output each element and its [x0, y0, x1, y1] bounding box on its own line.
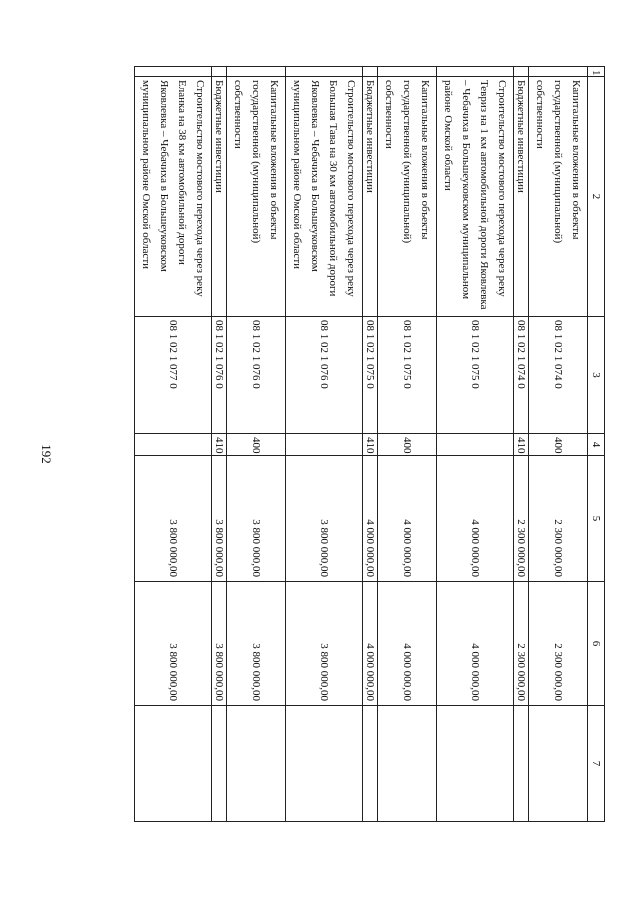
cell-amount-6: 4 000 000,00 — [363, 582, 378, 706]
cell-amount-5: 3 800 000,00 — [227, 456, 286, 582]
cell-description: Строительство мостового перехода через реку Еланка на 38 км автомобильной дороги Яковлевка – Чебачиха в Большеуковском муниципальном районе Омской области — [135, 77, 212, 317]
cell-amount-5: 3 800 000,00 — [286, 456, 363, 582]
cell-col-7 — [227, 706, 286, 822]
cell-amount-5: 4 000 000,00 — [437, 456, 514, 582]
cell-amount-6: 3 800 000,00 — [212, 582, 227, 706]
cell-amount-6: 3 800 000,00 — [286, 582, 363, 706]
cell-col-1 — [363, 67, 378, 77]
cell-description: Строительство мостового перехода через реку Тевриз на 1 км автомобильной дороги Яковлевка – Чебачиха в Большеуковском муниципальном районе Омской области — [437, 77, 514, 317]
table-row — [135, 67, 212, 822]
cell-amount-6: 3 800 000,00 — [135, 582, 212, 706]
rotated-table-container — [79, 66, 605, 821]
cell-col-7 — [286, 706, 363, 822]
cell-amount-6: 2 300 000,00 — [529, 582, 588, 706]
cell-description: Строительство мостового перехода через реку Большая Тава на 30 км автомобильной дороги Яковлевка – Чебачиха в Большеуковском муниципальном районе Омской области — [286, 77, 363, 317]
cell-col-1 — [437, 67, 514, 77]
cell-code: 08 1 02 1 075 0 — [378, 317, 437, 434]
cell-amount-6: 4 000 000,00 — [378, 582, 437, 706]
cell-type: 400 — [529, 434, 588, 456]
cell-col-1 — [514, 67, 529, 77]
cell-col-1 — [227, 67, 286, 77]
cell-col-7 — [378, 706, 437, 822]
cell-type: 400 — [227, 434, 286, 456]
cell-description: Бюджетные инвестиции — [212, 77, 227, 317]
cell-type — [286, 434, 363, 456]
cell-code: 08 1 02 1 076 0 — [286, 317, 363, 434]
cell-amount-5: 3 800 000,00 — [212, 456, 227, 582]
cell-col-7 — [135, 706, 212, 822]
cell-type — [437, 434, 514, 456]
cell-amount-5: 4 000 000,00 — [378, 456, 437, 582]
table-row — [529, 67, 588, 822]
cell-amount-5: 4 000 000,00 — [363, 456, 378, 582]
cell-amount-5: 2 300 000,00 — [529, 456, 588, 582]
cell-description: Капитальные вложения в объекты государственной (муниципальной) собственности — [227, 77, 286, 317]
cell-amount-6: 3 800 000,00 — [227, 582, 286, 706]
cell-col-7 — [514, 706, 529, 822]
cell-code: 08 1 02 1 075 0 — [363, 317, 378, 434]
cell-description: Бюджетные инвестиции — [363, 77, 378, 317]
cell-col-7 — [212, 706, 227, 822]
cell-description: Бюджетные инвестиции — [514, 77, 529, 317]
cell-code: 08 1 02 1 075 0 — [437, 317, 514, 434]
cell-type: 410 — [363, 434, 378, 456]
cell-code: 08 1 02 1 074 0 — [529, 317, 588, 434]
cell-type: 410 — [514, 434, 529, 456]
table-row — [514, 67, 529, 822]
header-col-6: 6 — [588, 582, 605, 706]
cell-col-1 — [212, 67, 227, 77]
cell-col-7 — [529, 706, 588, 822]
cell-col-7 — [363, 706, 378, 822]
table-row — [378, 67, 437, 822]
header-col-5: 5 — [588, 456, 605, 582]
header-col-3: 3 — [588, 317, 605, 434]
table-row — [286, 67, 363, 822]
cell-col-1 — [135, 67, 212, 77]
cell-description: Капитальные вложения в объекты государственной (муниципальной) собственности — [378, 77, 437, 317]
budget-table — [134, 66, 605, 822]
header-col-7: 7 — [588, 706, 605, 822]
table-row — [363, 67, 378, 822]
cell-code: 08 1 02 1 074 0 — [514, 317, 529, 434]
page-number: 192 — [39, 444, 54, 464]
table-row — [437, 67, 514, 822]
table-header-row — [588, 67, 605, 822]
table-row — [212, 67, 227, 822]
header-col-4: 4 — [588, 434, 605, 456]
cell-code: 08 1 02 1 076 0 — [227, 317, 286, 434]
cell-description: Капитальные вложения в объекты государственной (муниципальной) собственности — [529, 77, 588, 317]
cell-amount-6: 4 000 000,00 — [437, 582, 514, 706]
cell-col-7 — [437, 706, 514, 822]
cell-type — [135, 434, 212, 456]
cell-col-1 — [378, 67, 437, 77]
cell-col-1 — [529, 67, 588, 77]
cell-type: 400 — [378, 434, 437, 456]
cell-code: 08 1 02 1 077 0 — [135, 317, 212, 434]
cell-col-1 — [286, 67, 363, 77]
cell-code: 08 1 02 1 076 0 — [212, 317, 227, 434]
table-row — [227, 67, 286, 822]
cell-amount-5: 3 800 000,00 — [135, 456, 212, 582]
cell-amount-5: 2 300 000,00 — [514, 456, 529, 582]
cell-type: 410 — [212, 434, 227, 456]
header-col-2: 2 — [588, 77, 605, 317]
header-col-1: 1 — [588, 67, 605, 77]
cell-amount-6: 2 300 000,00 — [514, 582, 529, 706]
